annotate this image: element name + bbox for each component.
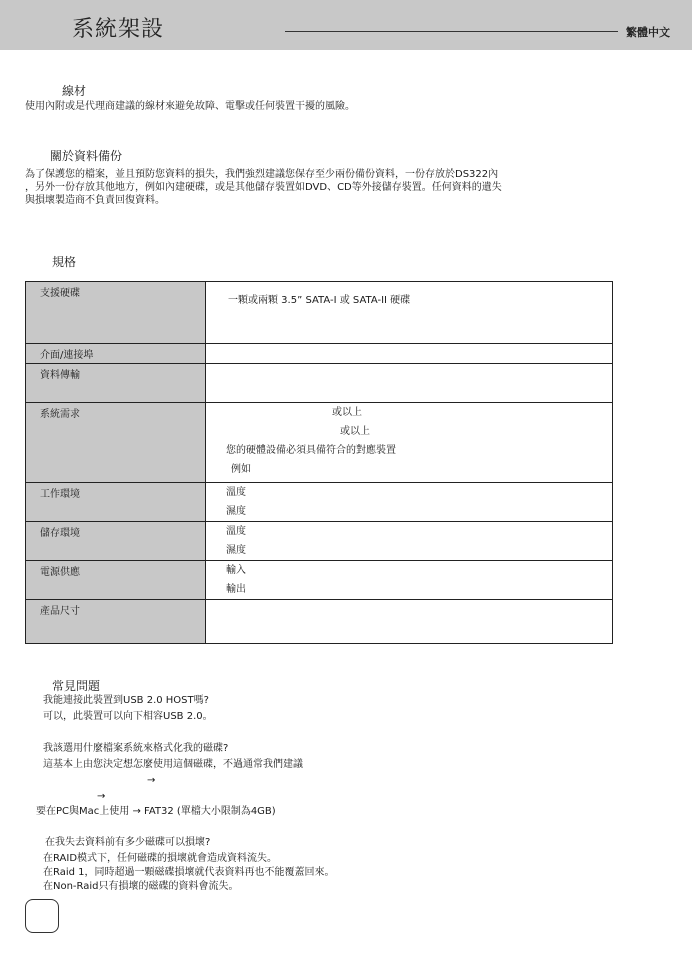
backup-line-2: ，另外一份存放其他地方，例如內建硬碟，或是其他儲存裝置如DVD、CD等外接儲存裝置。任何資料的遺失 [25, 182, 502, 193]
spec-row [26, 483, 613, 522]
spec-label: 工作環境 [26, 483, 206, 522]
spec-row [26, 364, 613, 403]
faq-answer: 這基本上由您決定想怎麼使用這個磁碟，不過通常我們建議 [43, 759, 303, 770]
spec-row [26, 344, 613, 364]
spec-value [206, 282, 613, 344]
spec-label: 資料傳輸 [26, 364, 206, 403]
spec-label: 儲存環境 [26, 522, 206, 561]
spec-value [206, 600, 613, 644]
faq-answer: 在RAID模式下，任何磁碟的損壞就會造成資料流失。 [43, 853, 278, 864]
spec-value-line: 例如 [231, 464, 251, 475]
spec-value-line: 溫度 [226, 526, 246, 537]
spec-label: 產品尺寸 [26, 600, 206, 644]
spec-value-line: 一顆或兩顆 3.5” SATA-I 或 SATA-II 硬碟 [228, 295, 411, 306]
spec-value [206, 344, 613, 364]
spec-value-line: 輸入 [226, 565, 246, 576]
spec-value [206, 522, 613, 561]
faq-question: 我該選用什麼檔案系統來格式化我的磁碟? [43, 743, 229, 754]
spec-label: 介面/連接埠 [26, 344, 206, 364]
spec-value-line: 濕度 [226, 545, 246, 556]
spec-row [26, 600, 613, 644]
header-divider [285, 31, 618, 32]
cable-heading: 線材 [62, 84, 87, 98]
page-header [0, 0, 692, 50]
spec-value [206, 483, 613, 522]
arrow-icon: → [147, 775, 156, 786]
spec-value-line: 溫度 [226, 487, 246, 498]
spec-value [206, 364, 613, 403]
spec-value-line: 或以上 [340, 426, 370, 437]
spec-table [25, 281, 613, 644]
spec-value-line: 或以上 [332, 407, 362, 418]
specs-heading: 規格 [52, 255, 77, 269]
faq-heading: 常見問題 [52, 679, 101, 693]
language-label: 繁體中文 [626, 26, 670, 39]
faq-question: 在我失去資料前有多少磁碟可以損壞? [45, 837, 211, 848]
faq-answer: 可以，此裝置可以向下相容USB 2.0。 [43, 711, 213, 722]
spec-row [26, 282, 613, 344]
spec-value-line: 輸出 [226, 584, 246, 595]
arrow-icon: → [97, 791, 106, 802]
spec-row [26, 561, 613, 600]
spec-label: 支援硬碟 [26, 282, 206, 344]
cable-text: 使用內附或是代理商建議的線材來避免故障、電擊或任何裝置干擾的風險。 [25, 101, 355, 112]
spec-row [26, 403, 613, 483]
spec-label: 電源供應 [26, 561, 206, 600]
spec-value-line: 您的硬體設備必須具備符合的對應裝置 [226, 445, 396, 456]
faq-answer: 在Raid 1，同時超過一顆磁碟損壞就代表資料再也不能覆蓋回來。 [43, 867, 335, 878]
backup-heading: 關於資料備份 [50, 149, 123, 163]
page-title: 系統架設 [72, 17, 165, 42]
spec-value [206, 561, 613, 600]
faq-answer: 要在PC與Mac上使用 → FAT32 (單檔大小限制為4GB) [36, 806, 276, 817]
faq-question: 我能連接此裝置到USB 2.0 HOST嗎? [43, 695, 209, 706]
backup-line-3: 與損壞製造商不負責回復資料。 [25, 195, 165, 206]
page-number-badge [25, 899, 59, 933]
faq-answer: 在Non-Raid只有損壞的磁碟的資料會流失。 [43, 881, 239, 892]
spec-row [26, 522, 613, 561]
backup-line-1: 為了保護您的檔案，並且預防您資料的損失，我們強烈建議您保存至少兩份備份資料，一份存放於DS322內 [25, 169, 499, 180]
spec-value-line: 濕度 [226, 506, 246, 517]
spec-value [206, 403, 613, 483]
spec-label: 系統需求 [26, 403, 206, 483]
